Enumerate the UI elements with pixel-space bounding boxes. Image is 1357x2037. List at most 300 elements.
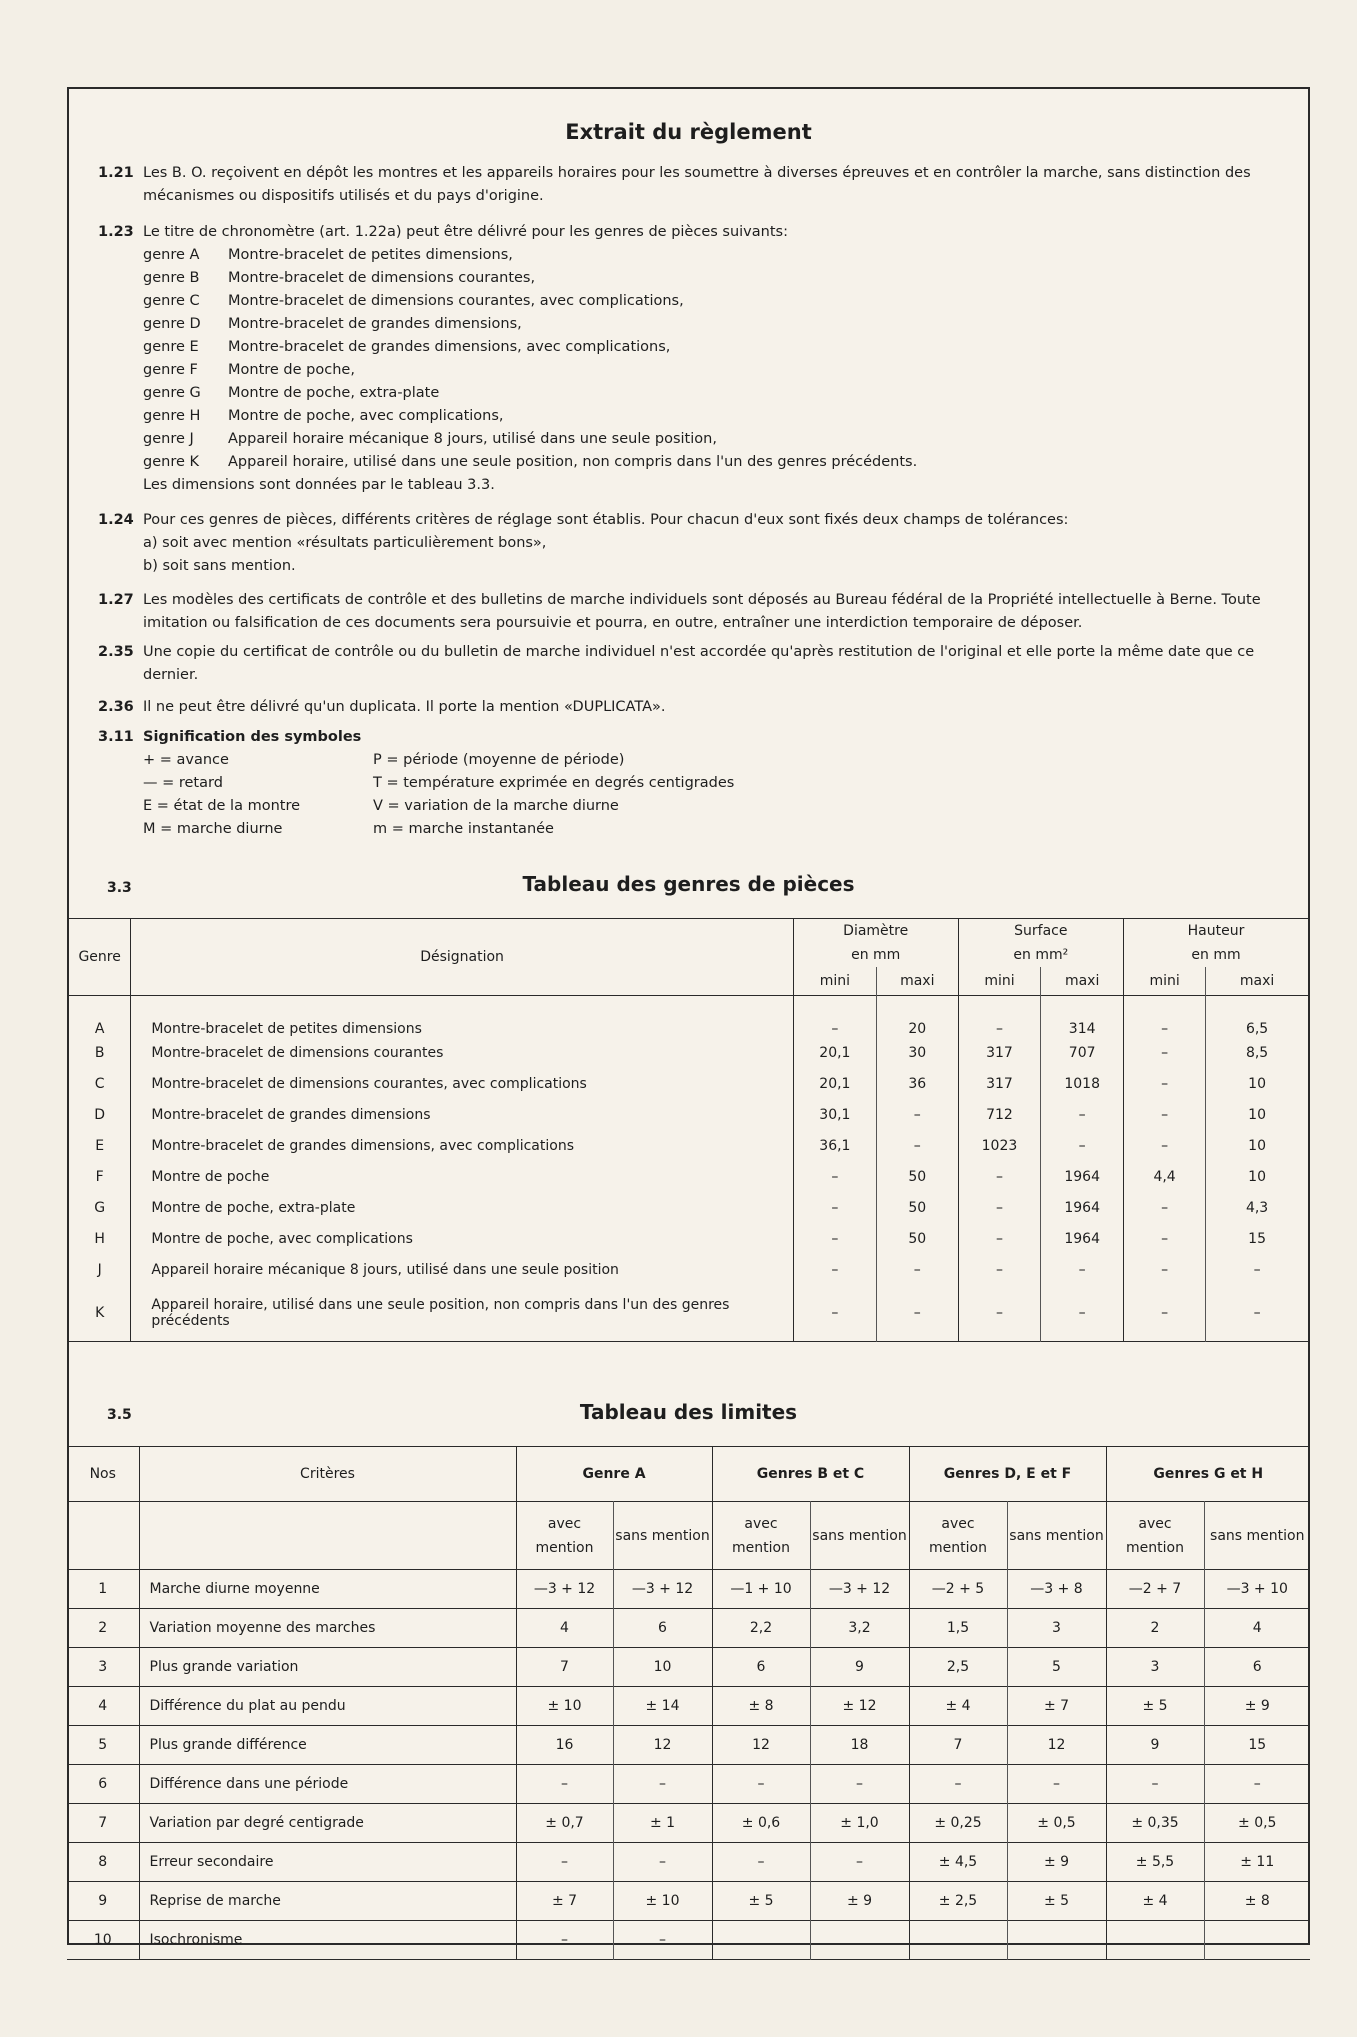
surface-label: Surface [1014,923,1068,939]
limit-cell: 12 [712,1726,810,1765]
paragraph-text: Il ne peut être délivré qu'un duplicata. Il porte la mention «DUPLICATA». [143,699,666,715]
limit-cell: —3 + 8 [1007,1570,1106,1609]
limit-cell: ± 8 [712,1687,810,1726]
genre-cell: B [94,1044,105,1061]
limit-cell: 4 [1204,1609,1310,1648]
genre-cell: E [95,1137,105,1154]
value-cell: – [958,1192,1041,1223]
value-cell: 1023 [958,1130,1041,1161]
table-row [67,1765,1310,1804]
limit-cell: – [516,1843,613,1882]
limit-cell: ± 5 [1106,1687,1204,1726]
symbol-definition: — = retard [143,775,223,791]
value-cell: 30 [876,1037,958,1068]
col-diametre [793,919,958,968]
value-cell: – [958,1223,1041,1254]
value-cell: – [793,995,876,1037]
limit-cell: —2 + 5 [909,1570,1007,1609]
genre-code: genre F [143,362,198,378]
genre-code: genre G [143,385,201,401]
value-cell: 15 [1206,1223,1308,1254]
value-cell: – [1124,1254,1206,1285]
designation-cell: Montre de poche [131,1161,793,1192]
limit-cell: —3 + 10 [1204,1570,1310,1609]
col-surface [958,919,1123,968]
paragraph-text: Une copie du certificat de contrôle ou du bulletin de marche individuel n'est accordée qu'après restitution de l'original et elle porte la même date que ce dernier. [143,644,1255,683]
limit-cell: ± 7 [516,1882,613,1921]
surface-unit: en mm² [1013,947,1069,963]
subcol-mini: mini [1124,967,1206,995]
limit-cell: 9 [1106,1726,1204,1765]
table-row [67,1687,1310,1726]
subheader-empty [67,1502,139,1570]
limit-cell: 7 [909,1726,1007,1765]
value-cell: – [1124,1223,1206,1254]
limit-cell: ± 0,5 [1204,1804,1310,1843]
page-title: Extrait du règlement [565,120,812,144]
limit-cell: – [712,1843,810,1882]
col-genres-d-e-f: Genres D, E et F [909,1447,1106,1502]
limit-cell [909,1921,1007,1960]
limit-cell: —3 + 12 [516,1570,613,1609]
subheader-sans: sans mention [1007,1502,1106,1570]
value-cell: 1964 [1041,1161,1124,1192]
genre-description: Montre-bracelet de dimensions courantes, avec complications, [228,293,684,309]
limit-cell: ± 0,35 [1106,1804,1204,1843]
genre-cell: A [94,1021,105,1037]
paragraph-number: 1.27 [98,592,134,608]
row-number: 1 [98,1581,108,1597]
paragraph-text: Pour ces genres de pièces, différents critères de réglage sont établis. Pour chacun d'eux sont fixés deux champs de tolérances: [143,512,1069,528]
table-row [67,1921,1310,1960]
value-cell: – [793,1285,876,1341]
limit-cell: ± 1 [613,1804,712,1843]
value-cell: – [958,1254,1041,1285]
designation-cell: Montre-bracelet de dimensions courantes, avec complications [131,1068,793,1099]
symbol-definition: T = température exprimée en degrés centigrades [373,775,735,791]
paragraph-3-11 [98,726,1288,841]
genre-description: Montre-bracelet de petites dimensions, [228,247,513,263]
value-cell: 50 [876,1161,958,1192]
value-cell: – [958,1161,1041,1192]
limit-cell: ± 10 [613,1882,712,1921]
value-cell: – [1041,1254,1124,1285]
limit-cell: ± 14 [613,1687,712,1726]
row-number: 10 [93,1932,112,1948]
genre-code: genre K [143,454,199,470]
subheader-avec: avec mention [909,1502,1007,1570]
value-cell: 36 [876,1068,958,1099]
critere-cell: Variation par degré centigrade [139,1804,516,1843]
paragraph-1-21 [98,162,1288,208]
limit-cell: ± 5 [712,1882,810,1921]
subheader-avec: avec mention [712,1502,810,1570]
limit-cell: 7 [516,1648,613,1687]
limit-cell: ± 0,25 [909,1804,1007,1843]
critere-cell: Variation moyenne des marches [139,1609,516,1648]
paragraph-number: 1.23 [98,224,134,240]
limit-cell: ± 5 [1007,1882,1106,1921]
value-cell: 707 [1041,1037,1124,1068]
limit-cell: ± 11 [1204,1843,1310,1882]
paragraph-option-a: a) soit avec mention «résultats particulièrement bons», [143,535,547,551]
value-cell: – [1041,1130,1124,1161]
value-cell: – [1124,1285,1206,1341]
limit-cell: – [712,1765,810,1804]
limit-cell: —2 + 7 [1106,1570,1204,1609]
critere-cell: Isochronisme [139,1921,516,1960]
value-cell: – [876,1099,958,1130]
genre-description: Appareil horaire, utilisé dans une seule position, non compris dans l'un des genres précédents. [228,454,918,470]
genre-description: Montre-bracelet de dimensions courantes, [228,270,536,286]
limit-cell: – [613,1843,712,1882]
table-row [67,1609,1310,1648]
limit-cell: 12 [613,1726,712,1765]
paragraph-1-24 [98,509,1288,578]
designation-cell: Appareil horaire mécanique 8 jours, utilisé dans une seule position [131,1254,793,1285]
limit-cell [1007,1921,1106,1960]
genre-description: Montre de poche, [228,362,355,378]
limit-cell: ± 7 [1007,1687,1106,1726]
limit-cell: 2,5 [909,1648,1007,1687]
genre-list-item [143,451,1288,474]
genre-list-item [143,382,1288,405]
designation-cell: Montre-bracelet de grandes dimensions [131,1099,793,1130]
genre-list-item [143,336,1288,359]
paragraph-heading: Signification des symboles [143,729,362,745]
subcol-maxi: maxi [1041,967,1124,995]
genre-cell: J [97,1261,102,1278]
section-title: Tableau des genres de pièces [522,872,855,896]
subheader-sans: sans mention [1204,1502,1310,1570]
table-row [69,995,1308,1037]
col-nos: Nos [89,1466,116,1482]
critere-cell: Différence du plat au pendu [139,1687,516,1726]
limit-cell: —3 + 12 [810,1570,909,1609]
value-cell: – [1124,1130,1206,1161]
hauteur-unit: en mm [1191,947,1241,963]
paragraph-2-36 [98,696,1288,719]
limit-cell: ± 9 [810,1882,909,1921]
limit-cell: 18 [810,1726,909,1765]
paragraph-note: Les dimensions sont données par le tableau 3.3. [143,477,495,493]
limit-cell: 2 [1106,1609,1204,1648]
diametre-label: Diamètre [843,923,909,939]
subcol-mini: mini [958,967,1041,995]
table-row [67,1570,1310,1609]
value-cell: – [1041,1099,1124,1130]
value-cell: 10 [1206,1099,1308,1130]
genre-code: genre E [143,339,199,355]
col-criteres: Critères [139,1447,516,1502]
limit-cell: ± 9 [1204,1687,1310,1726]
genre-cell: D [94,1106,106,1123]
limit-cell: ± 0,7 [516,1804,613,1843]
value-cell: 1964 [1041,1192,1124,1223]
subcol-maxi: maxi [1206,967,1308,995]
limit-cell: 3,2 [810,1609,909,1648]
table-row [69,1223,1308,1254]
limit-cell: 9 [810,1648,909,1687]
table-row [69,1130,1308,1161]
limit-cell: – [810,1843,909,1882]
limit-cell [1204,1921,1310,1960]
table-row [69,1161,1308,1192]
limit-cell: 6 [1204,1648,1310,1687]
limit-cell: 4 [516,1609,613,1648]
paragraph-number: 1.21 [98,165,134,181]
value-cell: 20,1 [793,1037,876,1068]
row-number: 9 [98,1893,108,1909]
critere-cell: Reprise de marche [139,1882,516,1921]
genre-code: genre H [143,408,201,424]
value-cell: – [1124,995,1206,1037]
col-genre: Genre [69,919,131,996]
value-cell: 10 [1206,1130,1308,1161]
limit-cell: ± 1,0 [810,1804,909,1843]
limit-cell: 5 [1007,1648,1106,1687]
limit-cell: ± 4 [1106,1882,1204,1921]
paragraph-1-27 [98,589,1288,635]
value-cell: 10 [1206,1161,1308,1192]
critere-cell: Différence dans une période [139,1765,516,1804]
limit-cell: ± 0,6 [712,1804,810,1843]
row-number: 4 [98,1698,108,1714]
genre-description: Montre-bracelet de grandes dimensions, avec complications, [228,339,671,355]
genre-list-item [143,359,1288,382]
document-page [67,87,1310,1948]
col-genres-b-c: Genres B et C [712,1447,909,1502]
limit-cell: – [909,1765,1007,1804]
genre-list-item [143,290,1288,313]
hauteur-label: Hauteur [1187,923,1245,939]
symbol-definition: m = marche instantanée [373,821,554,837]
value-cell: 30,1 [793,1099,876,1130]
symbol-definition: E = état de la montre [143,798,301,814]
value-cell: 20,1 [793,1068,876,1099]
paragraph-2-35 [98,641,1288,687]
table-row [69,1068,1308,1099]
row-number: 7 [98,1815,108,1831]
limit-cell [712,1921,810,1960]
limit-cell: 1,5 [909,1609,1007,1648]
genre-code: genre D [143,316,201,332]
section-number: 3.3 [107,880,132,896]
limit-cell: – [516,1921,613,1960]
designation-cell: Montre de poche, extra-plate [131,1192,793,1223]
table-row [67,1804,1310,1843]
value-cell: 6,5 [1206,995,1308,1037]
critere-cell: Erreur secondaire [139,1843,516,1882]
limit-cell: 15 [1204,1726,1310,1765]
designation-cell: Montre-bracelet de dimensions courantes [131,1037,793,1068]
limit-cell: – [810,1765,909,1804]
limit-cell: 10 [613,1648,712,1687]
value-cell: – [958,995,1041,1037]
genre-description: Montre de poche, extra-plate [228,385,440,401]
table-row [69,1192,1308,1223]
value-cell: – [1041,1285,1124,1341]
symbol-definition: + = avance [143,752,229,768]
genre-cell: G [94,1199,106,1216]
paragraph-number: 2.36 [98,699,134,715]
paragraph-option-b: b) soit sans mention. [143,558,296,574]
critere-cell: Plus grande variation [139,1648,516,1687]
genre-code: genre J [143,431,194,447]
value-cell: – [793,1223,876,1254]
row-number: 8 [98,1854,108,1870]
limit-cell [1106,1921,1204,1960]
designation-cell: Appareil horaire, utilisé dans une seule position, non compris dans l'un des genres précédents [131,1285,793,1341]
genre-cell: C [94,1075,105,1092]
value-cell: 317 [958,1037,1041,1068]
genres-table [69,918,1308,1342]
limit-cell: ± 9 [1007,1843,1106,1882]
genre-cell: K [95,1304,105,1321]
limit-cell: – [613,1765,712,1804]
subheader-avec: avec mention [1106,1502,1204,1570]
paragraph-number: 3.11 [98,729,134,745]
row-number: 2 [98,1620,108,1636]
table-row [69,1099,1308,1130]
table-row [67,1726,1310,1765]
paragraph-number: 2.35 [98,644,134,660]
genre-cell: H [94,1230,105,1247]
value-cell: – [793,1161,876,1192]
subheader-sans: sans mention [810,1502,909,1570]
row-number: 6 [98,1776,108,1792]
designation-cell: Montre-bracelet de grandes dimensions, avec complications [131,1130,793,1161]
subheader-empty [139,1502,516,1570]
section-number: 3.5 [107,1407,132,1423]
value-cell: 317 [958,1068,1041,1099]
table-row [69,1037,1308,1068]
value-cell: – [958,1285,1041,1341]
limit-cell: 3 [1007,1609,1106,1648]
limit-cell: —3 + 12 [613,1570,712,1609]
designation-cell: Montre de poche, avec complications [131,1223,793,1254]
genre-list-item [143,428,1288,451]
genre-list-item [143,244,1288,267]
limit-cell: ± 0,5 [1007,1804,1106,1843]
row-number: 5 [98,1737,108,1753]
value-cell: – [876,1130,958,1161]
table-row [69,1285,1308,1341]
subcol-maxi: maxi [876,967,958,995]
col-designation: Désignation [131,919,793,996]
limit-cell: – [1007,1765,1106,1804]
value-cell: 1018 [1041,1068,1124,1099]
value-cell: 10 [1206,1068,1308,1099]
limit-cell: —1 + 10 [712,1570,810,1609]
paragraph-number: 1.24 [98,512,134,528]
paragraph-1-23 [98,221,1288,497]
value-cell: – [793,1254,876,1285]
value-cell: 314 [1041,995,1124,1037]
limit-cell [810,1921,909,1960]
limit-cell: – [516,1765,613,1804]
critere-cell: Marche diurne moyenne [139,1570,516,1609]
limit-cell: ± 10 [516,1687,613,1726]
genre-code: genre C [143,293,200,309]
value-cell: – [1124,1099,1206,1130]
value-cell: 712 [958,1099,1041,1130]
limit-cell: – [613,1921,712,1960]
limit-cell: 3 [1106,1648,1204,1687]
limit-cell: ± 5,5 [1106,1843,1204,1882]
limit-cell: – [1106,1765,1204,1804]
value-cell: – [793,1192,876,1223]
symbols-grid [143,749,1288,841]
table-row [67,1843,1310,1882]
value-cell: – [1124,1037,1206,1068]
value-cell: – [1124,1068,1206,1099]
value-cell: 1964 [1041,1223,1124,1254]
genre-list-item [143,405,1288,428]
limit-cell: 6 [613,1609,712,1648]
value-cell: – [876,1285,958,1341]
table-row [67,1648,1310,1687]
value-cell: 50 [876,1223,958,1254]
genre-description: Appareil horaire mécanique 8 jours, utilisé dans une seule position, [228,431,717,447]
table-row [67,1882,1310,1921]
col-genres-g-h: Genres G et H [1106,1447,1310,1502]
limit-cell: 16 [516,1726,613,1765]
genre-code: genre B [143,270,200,286]
genre-cell: F [95,1168,104,1185]
symbol-definition: P = période (moyenne de période) [373,752,625,768]
paragraph-text: Les B. O. reçoivent en dépôt les montres et les appareils horaires pour les soumettre à diverses épreuves et en contrôler la marche, sans distinction des mécanismes ou dispositifs utilisés et du pays d'origine. [143,165,1251,204]
paragraph-text: Le titre de chronomètre (art. 1.22a) peut être délivré pour les genres de pièces suivants: [143,224,788,240]
designation-cell: Montre-bracelet de petites dimensions [131,995,793,1037]
value-cell: – [876,1254,958,1285]
row-number: 3 [98,1659,108,1675]
genre-description: Montre-bracelet de grandes dimensions, [228,316,522,332]
subcol-mini: mini [793,967,876,995]
limits-table [67,1446,1310,1960]
value-cell: 4,3 [1206,1192,1308,1223]
value-cell: – [1124,1192,1206,1223]
limit-cell: ± 12 [810,1687,909,1726]
limit-cell: 12 [1007,1726,1106,1765]
subheader-avec: avec mention [516,1502,613,1570]
symbol-definition: M = marche diurne [143,821,283,837]
genre-list [143,244,1288,474]
table-row [69,1254,1308,1285]
value-cell: 4,4 [1124,1161,1206,1192]
value-cell: 36,1 [793,1130,876,1161]
paragraph-text: Les modèles des certificats de contrôle et des bulletins de marche individuels sont déposés au Bureau fédéral de la Propriété intellectuelle à Berne. Toute imitation ou falsification de ces documents sera poursuivie et pourra, en outre, entraîner une interdiction temporaire de déposer. [143,592,1261,631]
genre-description: Montre de poche, avec complications, [228,408,504,424]
diametre-unit: en mm [851,947,901,963]
critere-cell: Plus grande différence [139,1726,516,1765]
value-cell: – [1206,1285,1308,1341]
value-cell: 8,5 [1206,1037,1308,1068]
genre-code: genre A [143,247,200,263]
limit-cell: ± 4,5 [909,1843,1007,1882]
value-cell: – [1206,1254,1308,1285]
limit-cell: – [1204,1765,1310,1804]
col-genre-a: Genre A [516,1447,712,1502]
limit-cell: ± 2,5 [909,1882,1007,1921]
symbol-definition: V = variation de la marche diurne [373,798,619,814]
limit-cell: 2,2 [712,1609,810,1648]
subheader-sans: sans mention [613,1502,712,1570]
limit-cell: 6 [712,1648,810,1687]
value-cell: 50 [876,1192,958,1223]
value-cell: 20 [876,995,958,1037]
col-hauteur [1124,919,1308,968]
